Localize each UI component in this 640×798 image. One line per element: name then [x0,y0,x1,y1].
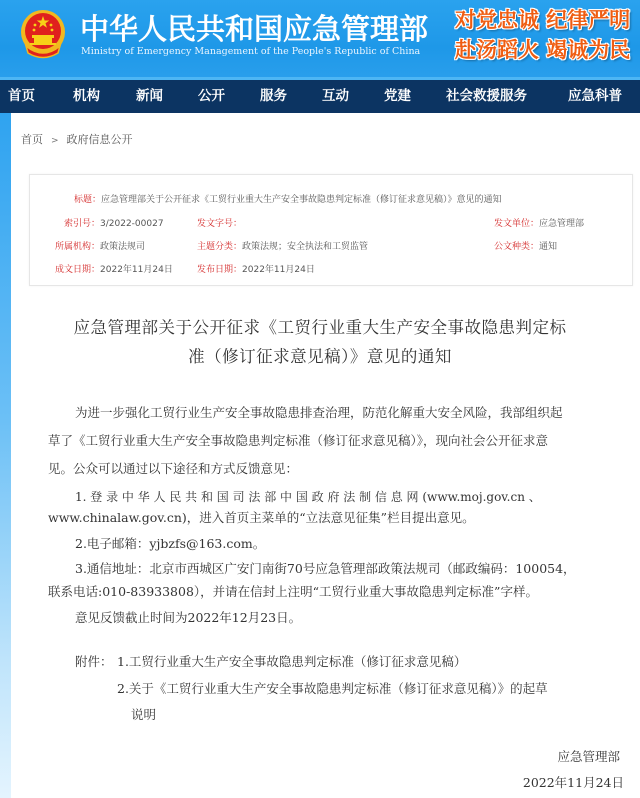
nav-item-disclosure[interactable]: 公开 [198,88,225,104]
attachments-label: 附件： [75,654,113,669]
body-line-4: 1. 登 录 中 华 人 民 共 和 国 司 法 部 中 国 政 府 法 制 信 息 网 (www.moj.gov.cn 、 [75,490,541,504]
article-title-line-1: 应急管理部关于公开征求《工贸行业重大生产安全事故隐患判定标 [73,318,567,337]
breadcrumb [21,131,133,147]
meta-index [64,216,164,229]
site-subtitle: Ministry of Emergency Management of the People's Republic of China [81,46,421,57]
attachment-link-2[interactable]: 2.关于《工贸行业重大生产安全事故隐患判定标准（修订征求意见稿）》的起草 [117,681,548,696]
header-banner [0,0,640,80]
meta-doc-number-label: 发文字号： [197,219,243,229]
meta-doc-number [197,216,242,229]
meta-doc-type [494,239,557,252]
body-line-3: 见。公众可以通过以下途径和方式反馈意见： [48,461,299,476]
meta-issuer-label: 发文单位： [494,219,540,229]
meta-doc-type-label: 公文种类： [494,242,540,252]
body-line-address: 3.通信地址：北京市西城区广安门南街70号应急管理部政策法规司（邮政编码：100054， [75,561,576,576]
signature-org: 应急管理部 [557,749,620,764]
body-line-phone: 联系电话:010-83933808），并请在信封上注明“工贸行业重大事故隐患判定标准”字样。 [48,584,538,599]
meta-published-date-label: 发布日期： [197,265,243,275]
nav-item-interaction[interactable]: 互动 [322,88,349,104]
main-nav [0,80,640,113]
body-line-1: 为进一步强化工贸行业生产安全事故隐患排查治理，防范化解重大安全风险，我部组织起 [75,405,563,420]
slogan [455,5,640,65]
nav-item-home[interactable]: 首页 [8,88,35,104]
meta-created-date-label: 成文日期： [55,265,101,275]
meta-index-label: 索引号： [64,219,101,229]
meta-issuer [494,216,584,229]
breadcrumb-separator: > [51,136,59,146]
meta-organization-label: 所属机构： [55,242,101,252]
meta-topic-value: 政策法规；安全执法和工贸监管 [242,242,369,252]
body-line-2: 草了《工贸行业重大生产安全事故隐患判定标准（修订征求意见稿）》，现向社会公开征求意 [48,433,549,448]
national-emblem-icon [18,8,68,62]
slogan-line-2: 赴汤蹈火 竭诚为民 [455,37,631,62]
attachment-link-1[interactable]: 1.工贸行业重大生产安全事故隐患判定标准（修订征求意见稿） [117,654,467,669]
slogan-line-1: 对党忠诚 纪律严明 [455,7,631,32]
left-decoration-strip [0,113,11,798]
meta-created-date-value: 2022年11月24日 [100,265,173,275]
document-meta-box [29,174,633,286]
body-line-5: www.chinalaw.gov.cn)，进入首页主菜单的“立法意见征集”栏目提出意见。 [48,510,475,525]
article-title [30,313,610,371]
meta-doc-type-value: 通知 [539,242,558,252]
nav-item-organization[interactable]: 机构 [73,88,100,104]
site-title: 中华人民共和国应急管理部 [80,12,429,46]
meta-index-value: 3/2022-00027 [100,219,164,229]
nav-item-news[interactable]: 新闻 [136,88,163,104]
meta-title-label: 标题： [74,195,102,205]
meta-organization-value: 政策法规司 [100,242,146,252]
meta-topic-label: 主题分类： [197,242,243,252]
breadcrumb-current-link[interactable]: 政府信息公开 [66,133,133,146]
body-line-deadline: 意见反馈截止时间为2022年12月23日。 [75,610,302,625]
meta-organization [55,239,145,252]
signature-date: 2022年11月24日 [522,775,624,790]
body-line-email: 2.电子邮箱：yjbzfs@163.com。 [75,536,266,551]
meta-created-date [55,262,173,275]
meta-published-date [197,262,315,275]
article-title-line-2: 准（修订征求意见稿）》意见的通知 [188,347,452,366]
nav-item-services[interactable]: 服务 [260,88,287,104]
meta-published-date-value: 2022年11月24日 [242,265,315,275]
meta-topic [197,239,368,252]
meta-title-value: 应急管理部关于公开征求《工贸行业重大生产安全事故隐患判定标准（修订征求意见稿）》意见的通知 [101,195,502,205]
breadcrumb-home-link[interactable]: 首页 [21,133,43,146]
nav-item-science[interactable]: 应急科普 [568,88,622,104]
nav-item-party-building[interactable]: 党建 [384,88,411,104]
meta-issuer-value: 应急管理部 [539,219,585,229]
attachment-link-2-continued[interactable]: 说明 [131,707,157,722]
meta-title [74,192,502,205]
nav-item-social-rescue[interactable]: 社会救援服务 [446,88,527,104]
